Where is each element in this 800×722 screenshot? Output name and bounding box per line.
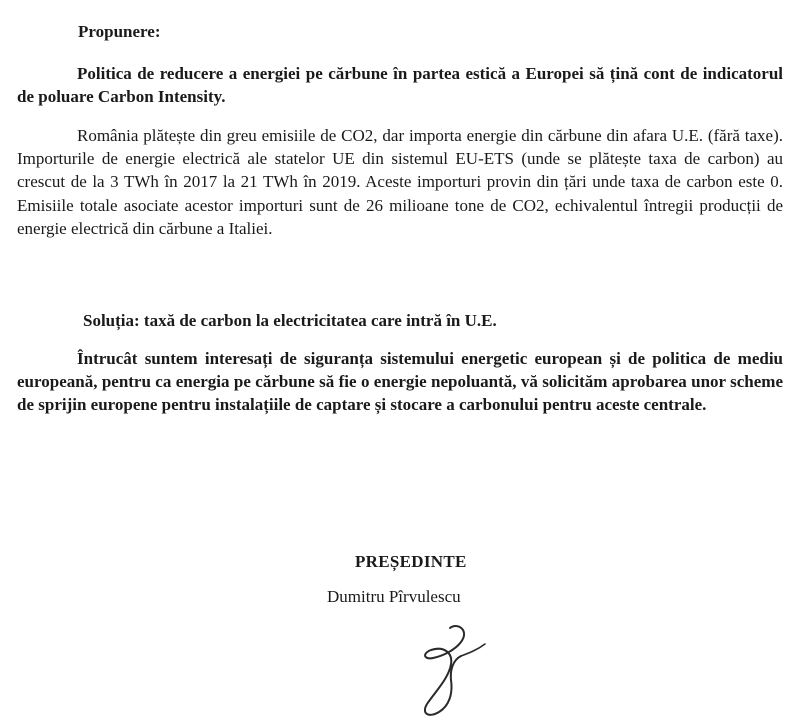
handwritten-signature (395, 620, 495, 720)
document-heading: Propunere: (78, 22, 161, 41)
signatory-role: PREȘEDINTE (355, 552, 467, 571)
request-paragraph: Întrucât suntem interesați de siguranța sistemului energetic european și de politica de mediu europeană, pentru ca energia pe cărbune să fie o energie nepoluantă, vă solicităm aprobarea unor scheme de sprijin europene pentru instalațiile de captare și stocare a carbonului pentru aceste centrale. (17, 349, 783, 415)
solution-paragraph: Soluția: taxă de carbon la electricitatea care intră în U.E. (83, 311, 497, 330)
context-paragraph: România plătește din greu emisiile de CO2, dar importa energie din cărbune din afara U.E. (fără taxe). Importurile de energie electrică ale statelor UE din sistemul EU-ETS (unde se plătește taxa de carbon) au crescut de la 3 TWh în 2017 la 21 TWh în 2019. Aceste importuri provin din țări unde taxa de carbon este 0. Emisiile totale asociate acestor importuri sunt de 26 milioane tone de CO2, echivalentul întregii producții de energie electrică din cărbune a Italiei. (17, 126, 783, 238)
proposal-title: Politica de reducere a energiei pe cărbune în partea estică a Europei să țină cont de indicatorul de poluare Carbon Intensity. (17, 64, 783, 107)
signatory-name: Dumitru Pîrvulescu (327, 587, 461, 606)
